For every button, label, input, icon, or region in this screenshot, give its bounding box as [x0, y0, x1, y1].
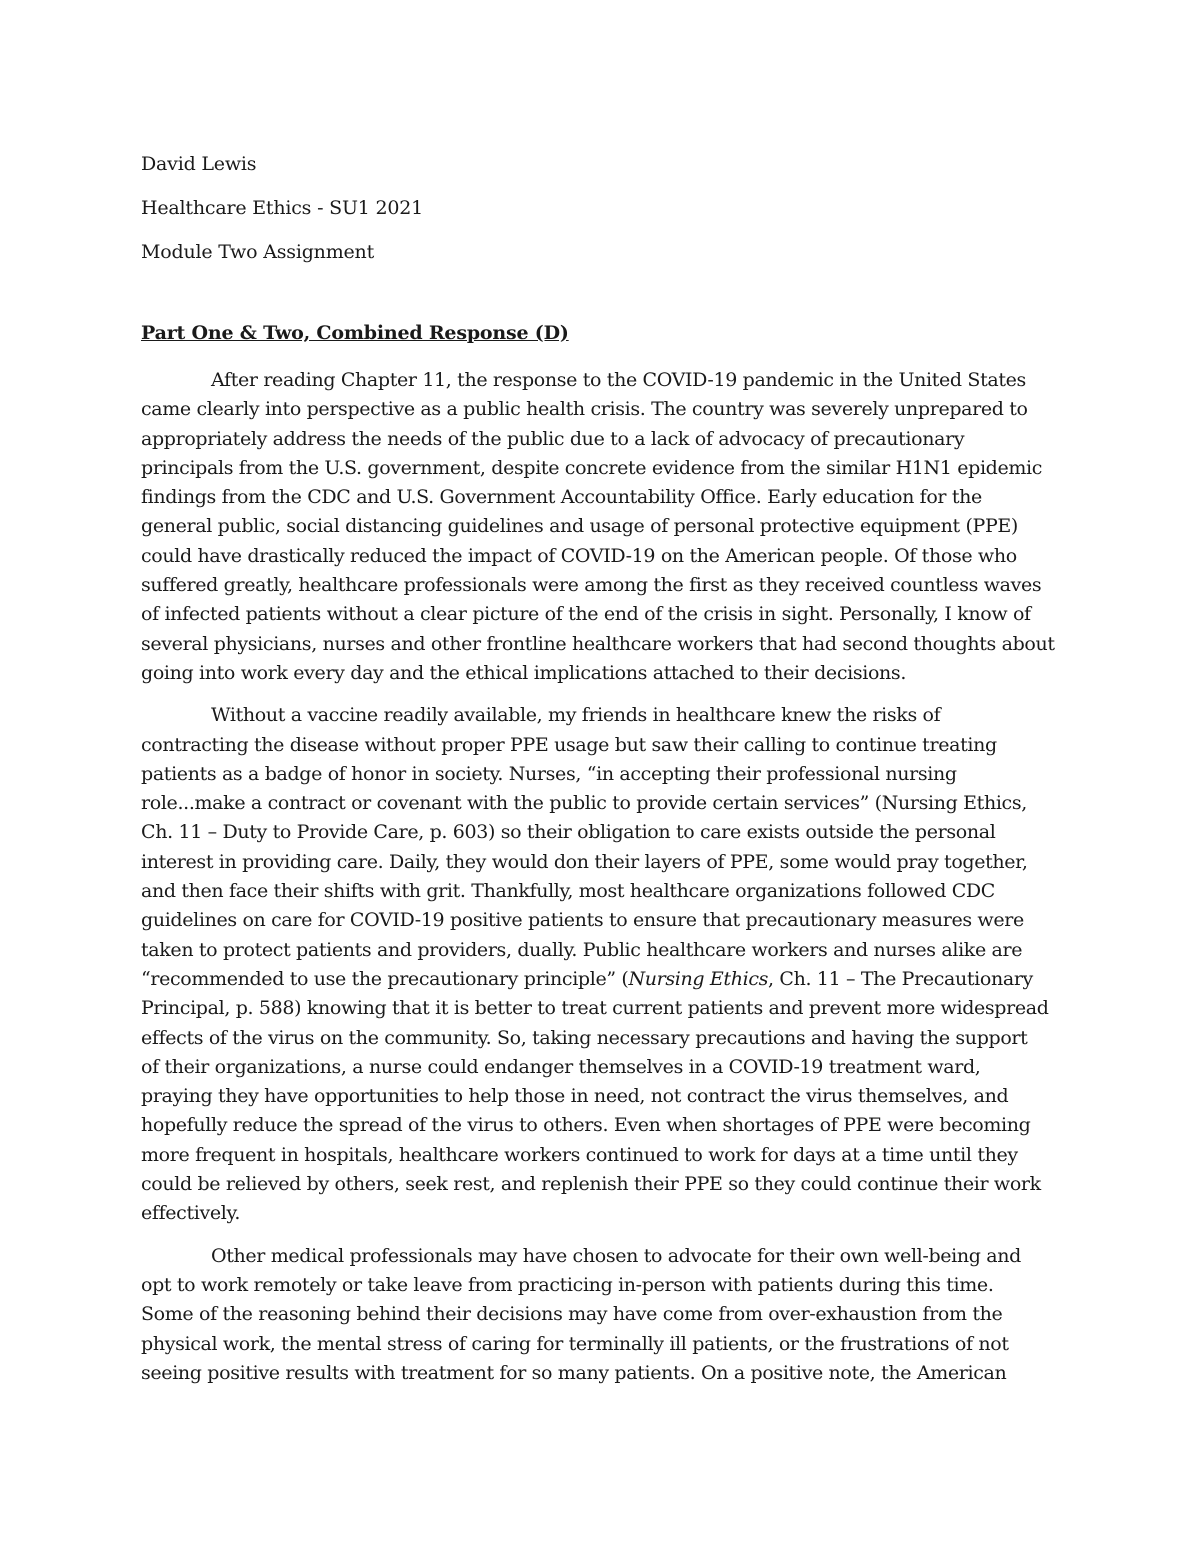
paragraph-line: of infected patients without a clear picture of the end of the crisis in sight. Personally, I know of: [141, 603, 1031, 626]
paragraph-line: interest in providing care. Daily, they would don their layers of PPE, some would pray together,: [141, 850, 1028, 873]
paragraph-line: suffered greatly, healthcare professionals were among the first as they received countless waves: [141, 574, 1042, 597]
paragraph-line: contracting the disease without proper PPE usage but saw their calling to continue treating: [141, 733, 997, 756]
paragraph-line: hopefully reduce the spread of the virus to others. Even when shortages of PPE were becoming: [141, 1114, 1031, 1137]
document-body: [141, 366, 1065, 1388]
course-title: Healthcare Ethics - SU1 2021: [141, 197, 424, 219]
paragraph-line: could have drastically reduced the impact of COVID-19 on the American people. Of those who: [141, 544, 1017, 567]
paragraph-line: Principal, p. 588) knowing that it is better to treat current patients and prevent more widespread: [141, 997, 1049, 1020]
paragraph-line: of their organizations, a nurse could endanger themselves in a COVID-19 treatment ward,: [141, 1055, 981, 1078]
paragraph-line: effectively.: [141, 1202, 241, 1225]
paragraph-line: general public, social distancing guidelines and usage of personal protective equipment (PPE): [141, 515, 1018, 538]
assignment-title: Module Two Assignment: [141, 241, 375, 263]
paragraph-line: role...make a contract or covenant with the public to provide certain services” (Nursing Ethics,: [141, 792, 1027, 815]
paragraph-line: effects of the virus on the community. So, taking necessary precautions and having the support: [141, 1026, 1028, 1049]
paragraph-line: several physicians, nurses and other frontline healthcare workers that had second thoughts about: [141, 632, 1055, 655]
paragraph-line: taken to protect patients and providers, dually. Public healthcare workers and nurses alike are: [141, 938, 1023, 961]
paragraph-line: After reading Chapter 11, the response to the COVID-19 pandemic in the United States: [211, 369, 1026, 391]
paragraph-line: Some of the reasoning behind their decisions may have come from over-exhaustion from the: [141, 1303, 1003, 1326]
paragraph-line: came clearly into perspective as a public health crisis. The country was severely unprepared to: [141, 398, 1028, 421]
paragraph-2: [141, 701, 1065, 1228]
line-text: “recommended to use the precautionary principle” (: [141, 967, 629, 990]
paragraph-line: Without a vaccine readily available, my friends in healthcare knew the risks of: [211, 704, 941, 727]
paragraph-line: appropriately address the needs of the public due to a lack of advocacy of precautionary: [141, 427, 965, 450]
paragraph-line: patients as a badge of honor in society. Nurses, “in accepting their professional nursing: [141, 762, 957, 785]
paragraph-line: seeing positive results with treatment for so many patients. On a positive note, the American: [141, 1361, 1007, 1384]
author-name: David Lewis: [141, 153, 257, 175]
paragraph-line: praying they have opportunities to help those in need, not contract the virus themselves, and: [141, 1085, 1009, 1108]
paragraph-line: principals from the U.S. government, despite concrete evidence from the similar H1N1 epidemic: [141, 456, 1043, 479]
paragraph-line: findings from the CDC and U.S. Government Accountability Office. Early education for the: [141, 486, 982, 509]
paragraph-line: guidelines on care for COVID-19 positive patients to ensure that precautionary measures were: [141, 909, 1024, 932]
document-header: [141, 142, 423, 274]
paragraph-line: Ch. 11 – Duty to Provide Care, p. 603) so their obligation to care exists outside the personal: [141, 821, 996, 844]
paragraph-line: more frequent in hospitals, healthcare workers continued to work for days at a time until they: [141, 1143, 1018, 1166]
book-title-italic: Nursing Ethics: [628, 967, 769, 990]
line-text: , Ch. 11 – The Precautionary: [768, 967, 1033, 990]
paragraph-line: going into work every day and the ethical implications attached to their decisions.: [141, 661, 907, 684]
paragraph-1: [141, 366, 1065, 688]
paragraph-line: could be relieved by others, seek rest, and replenish their PPE so they could continue their work: [141, 1173, 1041, 1196]
paragraph-line-with-citation: [141, 965, 1065, 994]
paragraph-line: physical work, the mental stress of caring for terminally ill patients, or the frustrations of not: [141, 1332, 1009, 1355]
paragraph-line: and then face their shifts with grit. Thankfully, most healthcare organizations followed CDC: [141, 880, 995, 903]
section-heading: Part One & Two, Combined Response (D): [141, 322, 569, 344]
paragraph-line: opt to work remotely or take leave from practicing in-person with patients during this time.: [141, 1273, 994, 1296]
paragraph-line: Other medical professionals may have chosen to advocate for their own well-being and: [211, 1244, 1021, 1267]
paragraph-3: [141, 1242, 1065, 1388]
